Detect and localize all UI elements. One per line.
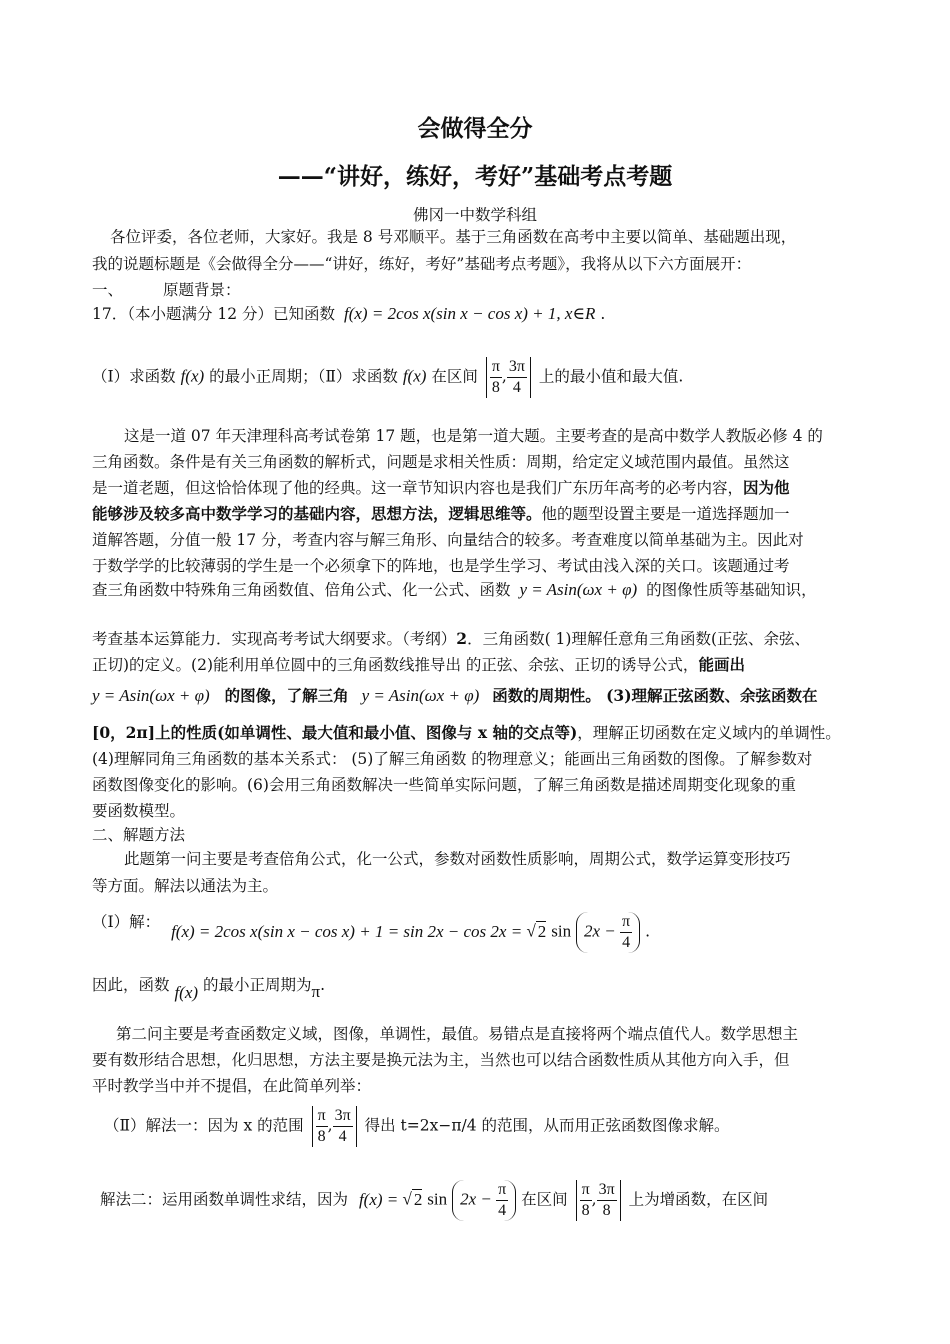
interval-2-b-num: 3π	[597, 1180, 617, 1201]
conclusion-end: .	[320, 976, 326, 994]
method-2-paren	[452, 1180, 516, 1221]
problem-statement	[92, 304, 605, 324]
author-line: 佛冈一中数学科组	[412, 206, 537, 224]
para2-line-6: 函数图像变化的影响。(6)会用三角函数解决一些简单实际问题，了解三角函数是描述周期变化现象的重	[92, 776, 796, 794]
method-2-line: 解法二：运用函数单调性求结，因为 f(x) = √ 2 sin 2x − $\frac{\pi}{4}$ 在区间 $\frac{\pi}{8}$ , $\frac{3\pi}{8}$ 上为增函数，在区间	[100, 1181, 769, 1219]
interval-1-b-num: 3π	[507, 357, 527, 378]
formula-a-1: y = Asin(ωx + φ)	[519, 580, 638, 599]
para3-line-2: 等方面。解法以通法为主。	[92, 877, 279, 895]
para2-bold-2: 2	[456, 629, 468, 648]
q1-fx-2: f(x)	[402, 366, 427, 386]
interval-1: $\frac{\pi}{8}$ , $\frac{3\pi}{4}$	[486, 357, 531, 398]
para2-bold-understand: 的图像，了解三角	[224, 686, 349, 705]
q1-text-c: 在区间	[431, 367, 478, 386]
para1-line-2: 三角函数。条件是有关三角函数的解析式，问题是求相关性质：周期，给定定义域范围内最值。虽然这	[92, 453, 790, 471]
method-2-text-b: 在区间	[521, 1190, 568, 1209]
interval-2: $\frac{\pi}{8}$ , $\frac{3\pi}{8}$	[576, 1180, 621, 1221]
interval-1-a-num: π	[490, 357, 502, 378]
solution-1-sqrt: 2	[537, 921, 547, 941]
para1-line-3-text: 是一道老题，但这恰恰体现了他的经典。这一章节知识内容也是我们广东历年高考的必考内容，	[92, 479, 744, 497]
method-1-text-b: 得出 t=2x−π/4 的范围，从而用正弦函数图像求解。	[364, 1116, 730, 1135]
para2-text-a: 考查基本运算能力．实现高考考试大纲要求。（考纲）	[92, 630, 457, 648]
para1-line-4-text: 他的题型设置主要是一道选择题加一	[541, 505, 790, 523]
para2-text-d: ，理解正切函数在定义域内的单调性。	[577, 724, 841, 742]
para1-line-1: 这是一道 07 年天津理科高考试卷第 17 题，也是第一道大题。主要考查的是高中数学人教版必修 4 的	[124, 427, 823, 445]
para2-line-4	[92, 723, 841, 743]
interval-1-a-den: 8	[491, 379, 500, 396]
para3-line-1: 此题第一问主要是考查倍角公式，化一公式，参数对函数性质影响，周期公式，数学运算变形技巧	[124, 850, 791, 868]
q1-text-d: 上的最小值和最大值.	[538, 367, 684, 386]
conclusion-pi: π	[311, 982, 321, 1001]
intro-line-1: 各位评委，各位老师，大家好。我是 8 号邓顺平。基于三角函数在高考中主要以简单、基础题出现，	[110, 228, 797, 246]
para1-line-3	[92, 478, 790, 498]
formula-a-2: y = Asin(ωx + φ)	[92, 686, 210, 705]
interval-1r-b-num: 3π	[333, 1106, 353, 1127]
para1-line-3-bold: 因为他	[743, 478, 790, 497]
solution-1-paren	[576, 912, 640, 953]
method-2-sin: sin	[427, 1189, 448, 1209]
q1-fx-1: f(x)	[180, 366, 205, 386]
section-1-number: 一、	[92, 281, 124, 299]
solution-1-lhs: f(x) = 2cos x(sin x − cos x) + 1 = sin 2x − cos 2x =	[171, 921, 527, 941]
para2-line-1	[92, 629, 810, 649]
method-2-sqrt: 2	[413, 1189, 423, 1209]
problem-head: 17．（本小题满分 12 分）已知函数	[92, 305, 336, 323]
q1-text-a: （Ⅰ）求函数	[92, 367, 176, 386]
method-2-four: 4	[498, 1202, 507, 1219]
conclusion-fx: f(x)	[174, 983, 199, 1002]
para1-line-7-text: 查三角函数中特殊角三角函数值、倍角公式、化一公式、函数	[92, 581, 511, 599]
method-2-text-a: 解法二：运用函数单调性求结，因为	[100, 1190, 349, 1209]
para1-line-4	[92, 504, 790, 524]
para2-bold-period: 函数的周期性。 (3)理解正弦函数、余弦函数在	[492, 686, 818, 705]
solution-1-sin: sin	[551, 921, 572, 941]
method-1-text-a: （Ⅱ）解法一：因为 x 的范围	[104, 1116, 304, 1135]
problem-formula: f(x) = 2cos x(sin x − cos x) + 1, x∈R	[344, 304, 596, 323]
interval-1r-a-den: 8	[317, 1128, 326, 1145]
conclusion-text-b: 的最小正周期为	[202, 976, 312, 994]
question-line	[92, 357, 683, 398]
interval-1-repeat: $\frac{\pi}{8}$ , $\frac{3\pi}{4}$	[312, 1106, 357, 1147]
para2-line-7: 要函数模型。	[92, 802, 186, 820]
para2-text-b: ．三角函数( 1)理解任意角三角函数(正弦、余弦、	[467, 630, 810, 648]
para4-line-2: 要有数形结合思想，化归思想，方法主要是换元法为主，当然也可以结合函数性质从其他方向入手，但	[92, 1051, 790, 1069]
para2-line-2	[92, 655, 745, 675]
solution-1: （Ⅰ）解： f(x) = 2cos x(sin x − cos x) + 1 = sin 2x − cos 2x = √ 2 sin 2x − $\frac{\pi}{4}$ .	[92, 913, 650, 951]
document-title: 会做得全分	[417, 115, 533, 142]
interval-1r-a-num: π	[316, 1106, 328, 1127]
formula-a-3: y = Asin(ωx + φ)	[361, 686, 480, 705]
para2-line-5: (4)理解同角三角函数的基本关系式： (5)了解三角函数 的物理意义；能画出三角函数的图像。了解参数对	[92, 750, 813, 768]
interval-2-a-den: 8	[581, 1202, 590, 1219]
method-2-fx: f(x) =	[358, 1189, 403, 1209]
para2-text-c: 正切)的定义。(2)能利用单位圆中的三角函数线推导出 的正弦、余弦、正切的诱导公式，	[92, 656, 699, 674]
para1-line-4-bold: 能够涉及较多高中数学学习的基础内容，思想方法，逻辑思维等。	[92, 504, 542, 523]
solution-1-label: （Ⅰ）解：	[92, 913, 161, 931]
solution-1-end: .	[645, 922, 650, 941]
para1-line-7	[92, 580, 817, 600]
method-2-inner: 2x −	[460, 1189, 497, 1209]
section-1-heading	[92, 280, 241, 300]
interval-2-b-den: 8	[602, 1202, 611, 1219]
para1-line-6: 于数学学的比较薄弱的学生是一个必须拿下的阵地，也是学生学习、考试由浅入深的关口。该题通过考	[92, 557, 790, 575]
method-1-line	[104, 1106, 730, 1147]
solution-1-four: 4	[622, 934, 631, 951]
section-2-heading: 二、解题方法	[92, 826, 186, 844]
conclusion-text-a: 因此，函数	[92, 976, 170, 994]
document-subtitle: ——“讲好，练好，考好”基础考点考题	[277, 163, 673, 190]
method-2-pi: π	[496, 1180, 508, 1201]
interval-1r-b-den: 4	[338, 1128, 347, 1145]
para1-line-7-end: 的图像性质等基础知识，	[646, 581, 817, 599]
method-2-text-c: 上为增函数，在区间	[628, 1190, 769, 1209]
para4-line-1: 第二问主要是考查函数定义域，图像，单调性，最值。易错点是直接将两个端点值代人。数学思想主	[116, 1025, 799, 1043]
interval-2-a-num: π	[580, 1180, 592, 1201]
section-1-label: 原题背景：	[163, 281, 241, 299]
conclusion-line	[92, 975, 326, 1002]
interval-1-b-den: 4	[512, 379, 521, 396]
solution-1-inner: 2x −	[584, 921, 621, 941]
para1-line-5: 道解答题，分值一般 17 分，考查内容与解三角形、向量结合的较多。考查难度以简单基础为主。因此对	[92, 531, 804, 549]
para4-line-3: 平时教学当中并不提倡，在此简单列举：	[92, 1077, 372, 1095]
problem-end: .	[600, 305, 606, 323]
solution-1-pi: π	[620, 912, 632, 933]
para2-bold-draw: 能画出	[698, 655, 745, 674]
intro-line-2: 我的说题标题是《会做得全分——“讲好，练好，考好”基础考点考题》，我将从以下六方面展开：	[92, 255, 752, 273]
q1-text-b: 的最小正周期；（Ⅱ）求函数	[209, 367, 398, 386]
para2-line-3	[92, 686, 818, 706]
para2-bold-interval: [0，2π]上的性质(如单调性、最大值和最小值、图像与 x 轴的交点等)	[92, 723, 578, 742]
